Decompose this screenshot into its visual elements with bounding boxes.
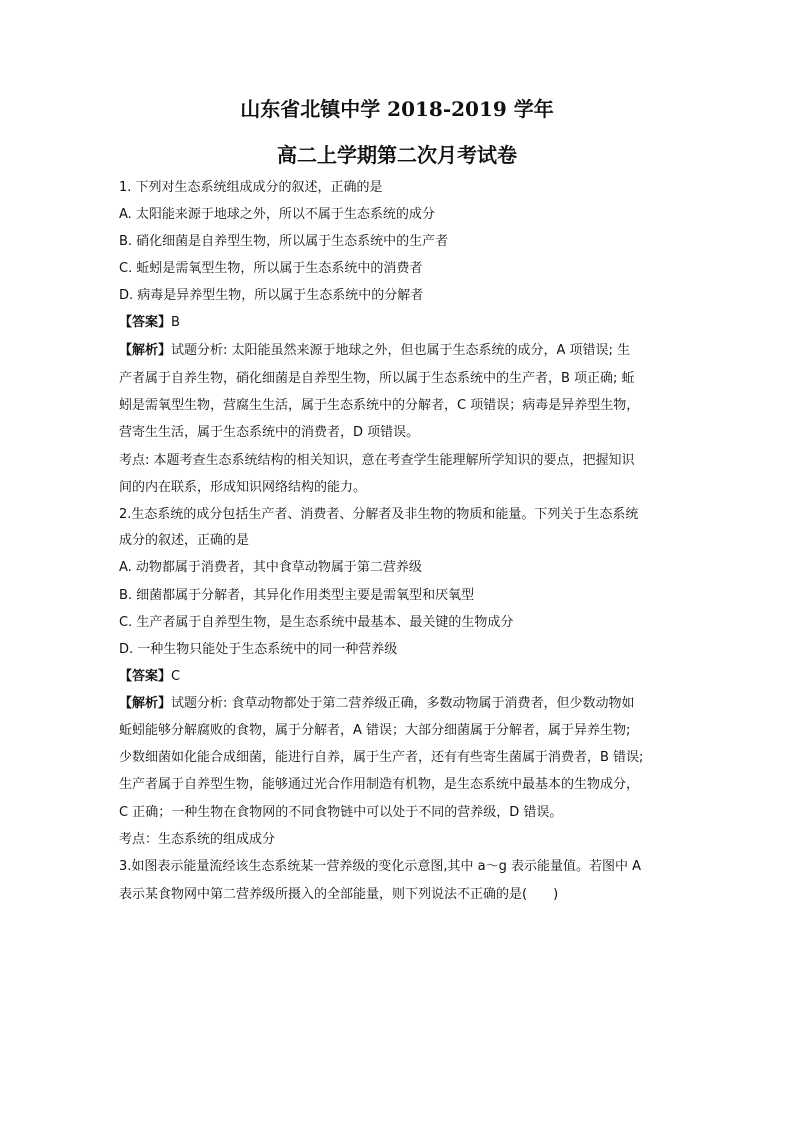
q1-answer xyxy=(119,314,180,332)
q2-option-d: D. 一种生物只能处于生态系统中的同一种营养级 xyxy=(119,642,398,657)
q2-analysis-line-4: 生产者属于自养型生物，能够通过光合作用制造有机物，是生态系统中最基本的生物成分， xyxy=(119,777,640,792)
q1-analysis-text-1: 试题分析: 太阳能虽然来源于地球之外，但也属于生态系统的成分，A 项错误; 生 xyxy=(171,343,631,358)
q3-stem-line-1: 3.如图表示能量流经该生态系统某一营养级的变化示意图,其中 a～g 表示能量值。若图中 A xyxy=(119,859,642,874)
q2-answer xyxy=(119,668,180,686)
q1-analysis-line-2: 产者属于自养生物，硝化细菌是自养型生物，所以属于生态系统中的生产者，B 项正确; 蚯 xyxy=(119,371,635,386)
q3-stem-line-2: 表示某食物网中第二营养级所摄入的全部能量，则下列说法不正确的是( ) xyxy=(119,887,559,902)
q2-analysis-label: 【解析】 xyxy=(119,696,172,711)
q2-analysis-line-1 xyxy=(119,695,635,713)
q1-analysis-line-3: 蚓是需氧型生物，营腐生生活，属于生态系统中的分解者，C 项错误；病毒是异养型生物， xyxy=(119,398,640,413)
q1-analysis-label: 【解析】 xyxy=(119,343,172,358)
q2-answer-label: 【答案】 xyxy=(119,669,172,684)
document-title-line-1: 山东省北镇中学 2018-2019 学年 xyxy=(240,97,554,121)
q1-answer-label: 【答案】 xyxy=(119,315,172,330)
q1-stem: 1. 下列对生态系统组成成分的叙述，正确的是 xyxy=(119,180,383,195)
q2-answer-value: C xyxy=(171,669,181,684)
q1-option-d: D. 病毒是异养型生物，所以属于生态系统中的分解者 xyxy=(119,288,424,303)
q2-analysis-line-3: 少数细菌如化能合成细菌，能进行自养，属于生产者，还有有些寄生菌属于消费者，B 错误; xyxy=(119,750,644,765)
q2-analysis-line-2: 蚯蚓能够分解腐败的食物，属于分解者，A 错误；大部分细菌属于分解者，属于异养生物; xyxy=(119,723,631,738)
q2-analysis-line-5: C 正确；一种生物在食物网的不同食物链中可以处于不同的营养级，D 错误。 xyxy=(119,805,563,820)
q1-analysis-line-4: 营寄生生活，属于生态系统中的消费者，D 项错误。 xyxy=(119,425,420,440)
q1-analysis-line-1 xyxy=(119,342,630,360)
q2-kaodian: 考点：生态系统的组成成分 xyxy=(119,832,276,847)
q1-answer-value: B xyxy=(171,315,180,330)
q2-stem-line-2: 成分的叙述，正确的是 xyxy=(119,533,250,548)
q1-option-c: C. 蚯蚓是需氧型生物，所以属于生态系统中的消费者 xyxy=(119,261,423,276)
q2-stem-line-1: 2.生态系统的成分包括生产者、消费者、分解者及非生物的物质和能量。下列关于生态系统 xyxy=(119,507,639,522)
q1-kaodian-line-2: 间的内在联系，形成知识网络结构的能力。 xyxy=(119,480,367,495)
q1-kaodian-line-1: 考点: 本题考查生态系统结构的相关知识，意在考查学生能理解所学知识的要点，把握知识 xyxy=(119,453,635,468)
q2-option-b: B. 细菌都属于分解者，其异化作用类型主要是需氧型和厌氧型 xyxy=(119,588,475,603)
q2-option-c: C. 生产者属于自养型生物，是生态系统中最基本、最关键的生物成分 xyxy=(119,615,514,630)
q1-option-a: A. 太阳能来源于地球之外，所以不属于生态系统的成分 xyxy=(119,207,435,222)
document-title-line-2: 高二上学期第二次月考试卷 xyxy=(277,143,517,167)
q2-analysis-text-1: 试题分析: 食草动物都处于第二营养级正确，多数动物属于消费者，但少数动物如 xyxy=(171,696,635,711)
q1-option-b: B. 硝化细菌是自养型生物，所以属于生态系统中的生产者 xyxy=(119,234,449,249)
q2-option-a: A. 动物都属于消费者，其中食草动物属于第二营养级 xyxy=(119,560,422,575)
